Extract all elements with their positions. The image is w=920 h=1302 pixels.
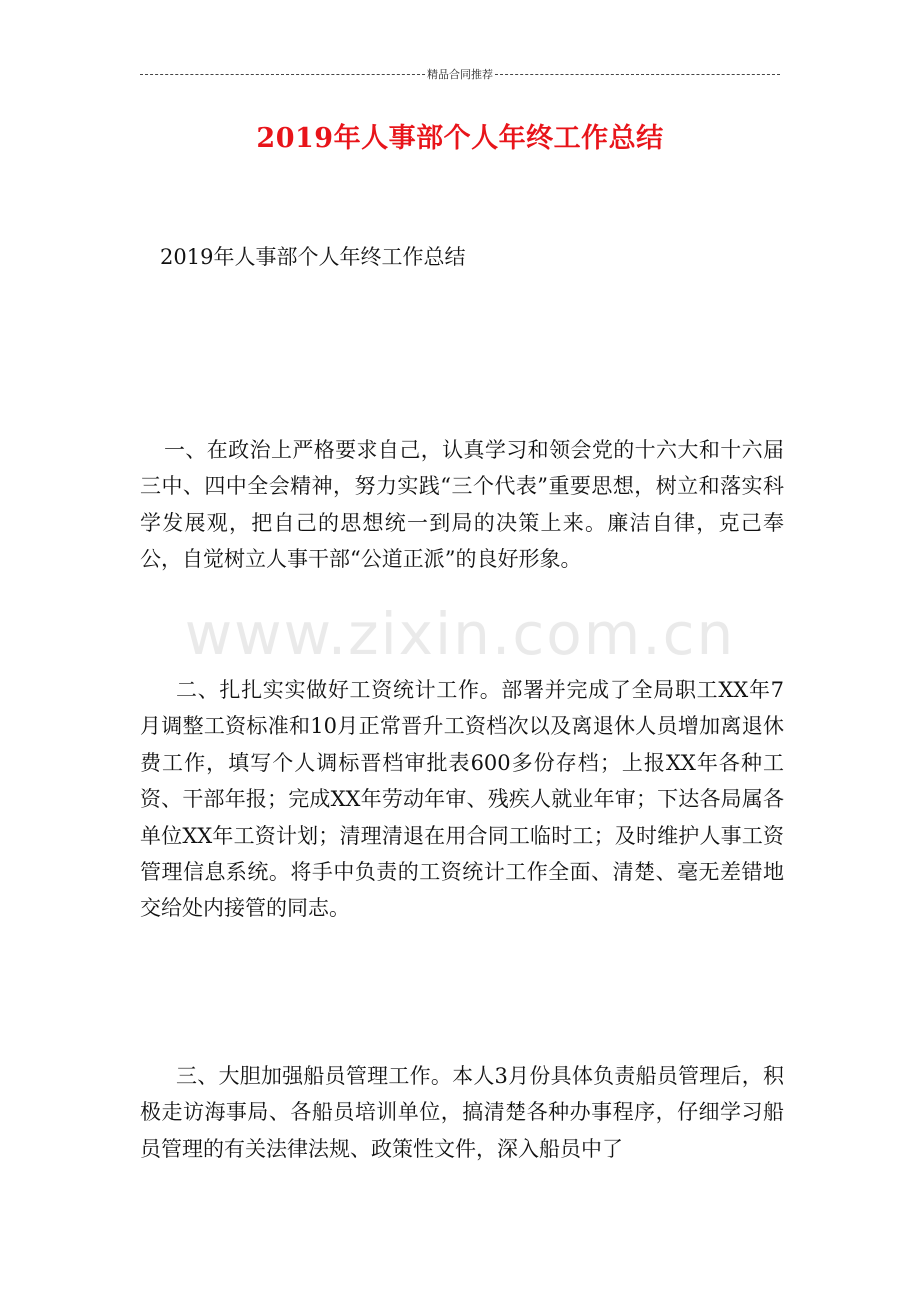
header-dash-right <box>495 74 780 75</box>
paragraph-2: 二、扎扎实实做好工资统计工作。部署并完成了全局职工XX年7月调整工资标准和10月正常晋升工资档次以及离退休人员增加离退休费工作，填写个人调标晋档审批表600多份存档；上报XX年各种工资、干部年报；完成XX年劳动年审、残疾人就业年审；下达各局属各单位XX年工资计划；清理清退在用合同工临时工；及时维护人事工资管理信息系统。将手中负责的工资统计工作全面、清楚、毫无差错地交给处内接管的同志。 <box>140 678 784 921</box>
document-subtitle: 2019年人事部个人年终工作总结 <box>160 245 466 269</box>
paragraph-1: 一、在政治上严格要求自己，认真学习和领会党的十六大和十六届三中、四中全会精神，努力实践“三个代表”重要思想，树立和落实科学发展观，把自己的思想统一到局的决策上来。廉洁自律，克己奉公，自觉树立人事干部“公道正派”的良好形象。 <box>140 438 784 572</box>
paragraph-3: 三、大胆加强船员管理工作。本人3月份具体负责船员管理后，积极走访海事局、各船员培训单位，搞清楚各种办事程序，仔细学习船员管理的有关法律法规、政策性文件，深入船员中了 <box>140 1064 784 1161</box>
watermark: www.zixin.com.cn <box>184 600 736 668</box>
header-divider <box>140 66 780 82</box>
header-tag: 精品合同推荐 <box>427 68 493 81</box>
document-title: 2019年人事部个人年终工作总结 <box>256 123 664 154</box>
header-dash-left <box>140 74 425 75</box>
